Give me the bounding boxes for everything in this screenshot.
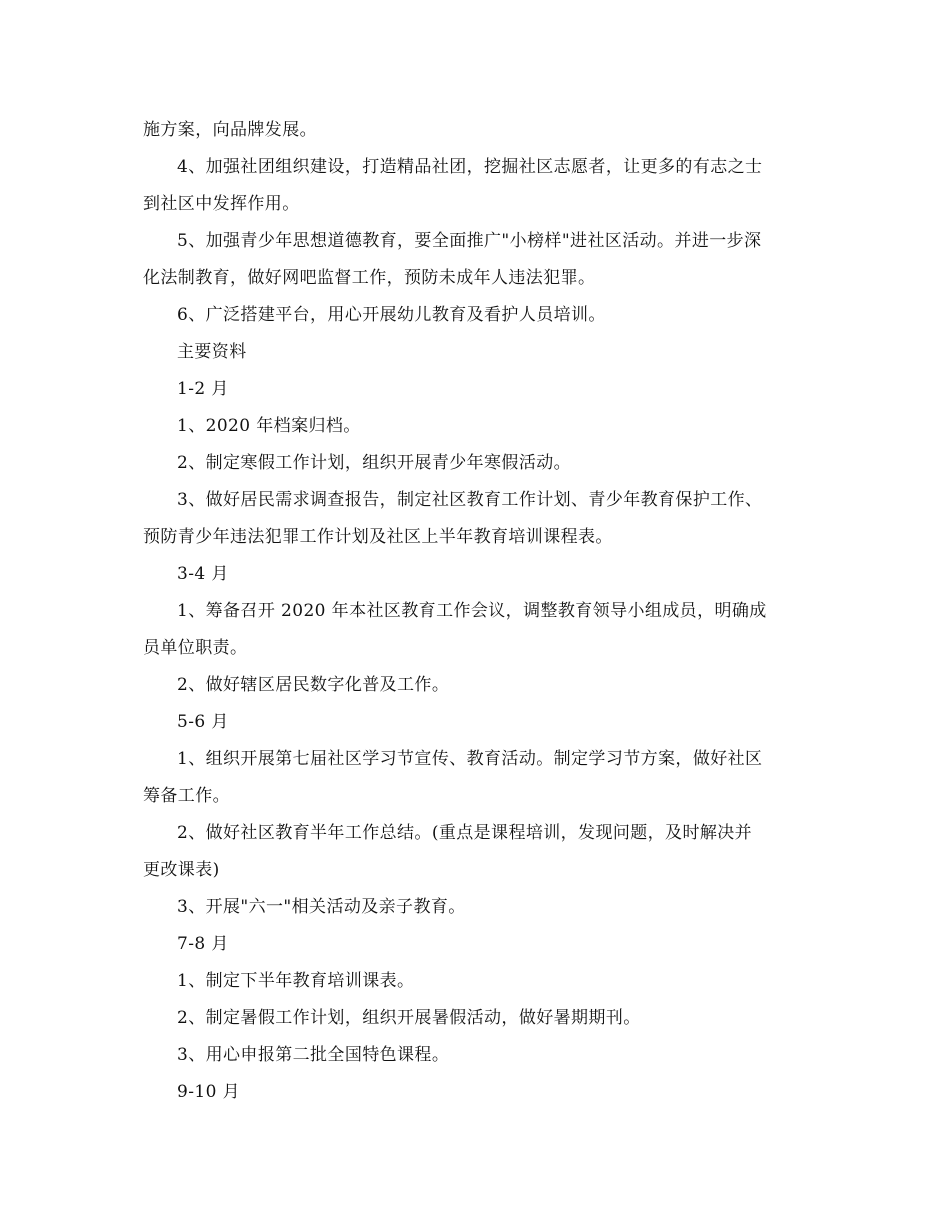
text-line: 2、制定暑假工作计划，组织开展暑假活动，做好暑期期刊。 — [177, 1008, 641, 1028]
text-line: 筹备工作。 — [143, 786, 230, 806]
paragraph — [143, 149, 808, 223]
text-line: 1、筹备召开 2020 年本社区教育工作会议，调整教育领导小组成员，明确成 — [177, 601, 767, 621]
paragraph — [143, 963, 808, 1000]
paragraph — [143, 223, 808, 297]
paragraph — [143, 815, 808, 889]
text-line: 4、加强社团组织建设，打造精品社团，挖掘社区志愿者，让更多的有志之士 — [177, 157, 763, 177]
paragraph — [143, 704, 808, 741]
paragraph — [143, 556, 808, 593]
text-line: 1、制定下半年教育培训课表。 — [177, 971, 415, 991]
paragraph — [143, 1037, 808, 1074]
paragraph — [143, 408, 808, 445]
paragraph — [143, 482, 808, 556]
text-line: 5-6 月 — [177, 712, 229, 732]
text-line: 到社区中发挥作用。 — [143, 194, 300, 214]
paragraph — [143, 297, 808, 334]
text-line: 2、做好辖区居民数字化普及工作。 — [177, 675, 450, 695]
paragraph — [143, 371, 808, 408]
paragraph — [143, 1000, 808, 1037]
text-line: 1-2 月 — [177, 379, 229, 399]
paragraph — [143, 667, 808, 704]
text-line: 2、做好社区教育半年工作总结。(重点是课程培训，发现问题，及时解决并 — [177, 823, 753, 843]
text-line: 预防青少年违法犯罪工作计划及社区上半年教育培训课程表。 — [143, 527, 613, 547]
paragraph — [143, 445, 808, 482]
paragraph — [143, 593, 808, 667]
document-body — [143, 112, 808, 1111]
text-line: 更改课表) — [143, 860, 220, 880]
paragraph — [143, 112, 808, 149]
text-line: 3、做好居民需求调查报告，制定社区教育工作计划、青少年教育保护工作、 — [177, 490, 763, 510]
text-line: 2、制定寒假工作计划，组织开展青少年寒假活动。 — [177, 453, 572, 473]
text-line: 3-4 月 — [177, 564, 229, 584]
paragraph — [143, 889, 808, 926]
text-line: 7-8 月 — [177, 934, 229, 954]
text-line: 3、用心申报第二批全国特色课程。 — [177, 1045, 450, 1065]
text-line: 3、开展"六一"相关活动及亲子教育。 — [177, 897, 466, 917]
text-line: 施方案，向品牌发展。 — [143, 120, 317, 140]
text-line: 5、加强青少年思想道德教育，要全面推广"小榜样"进社区活动。并进一步深 — [177, 231, 762, 251]
paragraph — [143, 1074, 808, 1111]
text-line: 9-10 月 — [177, 1082, 240, 1102]
paragraph — [143, 741, 808, 815]
text-line: 主要资料 — [177, 342, 247, 362]
text-line: 1、组织开展第七届社区学习节宣传、教育活动。制定学习节方案，做好社区 — [177, 749, 763, 769]
text-line: 员单位职责。 — [143, 638, 248, 658]
paragraph — [143, 926, 808, 963]
text-line: 6、广泛搭建平台，用心开展幼儿教育及看护人员培训。 — [177, 305, 606, 325]
text-line: 1、2020 年档案归档。 — [177, 416, 361, 436]
paragraph — [143, 334, 808, 371]
text-line: 化法制教育，做好网吧监督工作，预防未成年人违法犯罪。 — [143, 268, 596, 288]
